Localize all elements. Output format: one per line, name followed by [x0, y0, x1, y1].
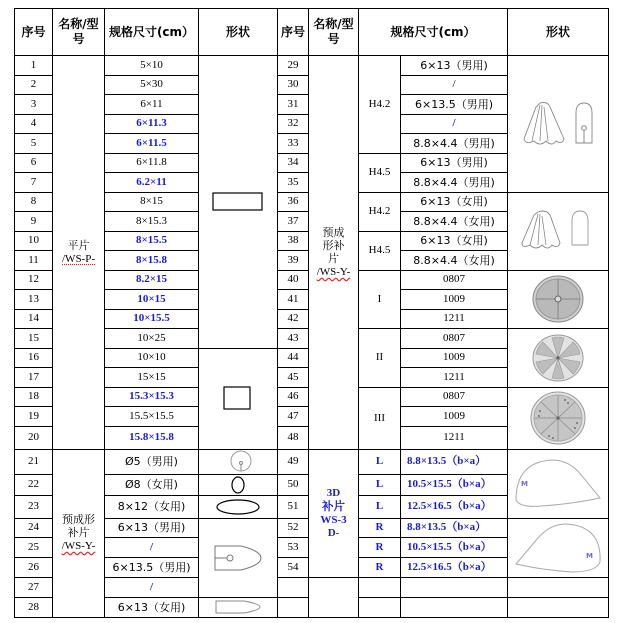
seq-cell: 14 [15, 309, 53, 329]
name-line: D- [327, 526, 340, 539]
spec-cell: 12.5×16.5（b×a） [401, 495, 508, 518]
name-line: 平片 [67, 238, 90, 252]
seq-cell: 9 [15, 212, 53, 232]
seq-cell: 32 [278, 114, 309, 134]
subtype-cell: I [359, 270, 401, 329]
spec-cell: 1211 [401, 309, 508, 329]
spec-cell: Ø8（女用) [105, 474, 199, 495]
name-preformed-patch [53, 449, 105, 617]
subtype-cell: H4.2 [359, 56, 401, 154]
spec-cell: 8.8×4.4（女用) [401, 212, 508, 232]
spec-cell: 8×15.5 [105, 231, 199, 251]
empty-sub-cell [359, 577, 401, 597]
spec-cell: 8.8×13.5（b×a） [401, 449, 508, 474]
3d-left-shape-icon [508, 449, 609, 518]
side-cell: L [359, 449, 401, 474]
ellipse-shape-icon [199, 495, 278, 518]
spec-cell: 0807 [401, 329, 508, 349]
spec-cell: 6×13.5（男用) [105, 557, 199, 577]
seq-cell: 37 [278, 212, 309, 232]
header-seq-right: 序号 [278, 9, 309, 56]
model-code: /WS-Y- [316, 265, 351, 278]
seq-cell: 6 [15, 153, 53, 173]
seq-cell: 25 [15, 537, 53, 557]
spec-cell: 10×15.5 [105, 309, 199, 329]
seq-cell: 47 [278, 407, 309, 427]
empty-spec-cell [401, 597, 508, 617]
name-line: WS-3 [320, 513, 347, 526]
seq-cell: 40 [278, 270, 309, 290]
spec-cell: 12.5×16.5（b×a） [401, 557, 508, 577]
spec-cell: 15.5×15.5 [105, 407, 199, 427]
name-line: 形补 [322, 238, 345, 252]
header-name-right: 名称/型号 [309, 9, 359, 56]
rounded-tab-icon [199, 599, 277, 615]
spec-cell: 10.5×15.5（b×a） [401, 474, 508, 495]
spec-cell: 8×15 [105, 192, 199, 212]
spec-cell: / [105, 537, 199, 557]
spec-cell: 15.8×15.8 [105, 426, 199, 449]
seq-cell: 33 [278, 134, 309, 154]
seq-cell: 44 [278, 348, 309, 368]
name-line: 预成 [322, 225, 345, 239]
header-row [15, 9, 609, 56]
table-row [15, 56, 609, 76]
spec-cell: 6×11.5 [105, 134, 199, 154]
empty-seq-cell [278, 597, 309, 617]
seq-cell: 29 [278, 56, 309, 76]
model-code: /WS-Y- [61, 540, 96, 552]
name-line: 3D [326, 486, 341, 499]
subtype-cell: II [359, 329, 401, 388]
square-shape-icon [199, 348, 278, 449]
spec-cell: 8.8×4.4（女用) [401, 251, 508, 271]
spec-cell: 10×15 [105, 290, 199, 310]
seq-cell: 21 [15, 449, 53, 474]
header-shape-right: 形状 [508, 9, 609, 56]
seq-cell: 22 [15, 474, 53, 495]
square-icon [199, 386, 277, 412]
side-cell: R [359, 537, 401, 557]
rectangle-shape-icon [199, 56, 278, 349]
seq-cell: 18 [15, 387, 53, 407]
seq-cell: 46 [278, 387, 309, 407]
name-3d-patch [309, 449, 359, 577]
spec-cell: 6×13（男用) [401, 153, 508, 173]
seq-cell: 12 [15, 270, 53, 290]
seq-cell: 38 [278, 231, 309, 251]
header-spec-right: 规格尺寸(cm） [359, 9, 508, 56]
spec-cell: 6×13（男用) [401, 56, 508, 76]
male-pleated-patch-icon [508, 99, 608, 149]
seq-cell: 42 [278, 309, 309, 329]
seq-cell: 31 [278, 95, 309, 115]
spec-cell: 6×11.3 [105, 114, 199, 134]
table-row [15, 577, 609, 597]
seq-cell: 48 [278, 426, 309, 449]
empty-shape-cell [508, 577, 609, 597]
seq-cell: 28 [15, 597, 53, 617]
seq-cell: 41 [278, 290, 309, 310]
seq-cell: 35 [278, 173, 309, 193]
seq-cell: 24 [15, 518, 53, 537]
disc-type-II-icon [508, 334, 608, 382]
small-oval-shape-icon [199, 474, 278, 495]
spec-cell: 1009 [401, 348, 508, 368]
circle-with-pin-icon [205, 450, 277, 474]
spec-cell: 6×13（女用) [401, 192, 508, 212]
seq-cell: 23 [15, 495, 53, 518]
spec-cell: Ø5（男用) [105, 449, 199, 474]
seq-cell: 1 [15, 56, 53, 76]
seq-cell: 4 [15, 114, 53, 134]
seq-cell: 19 [15, 407, 53, 427]
seq-cell: 50 [278, 474, 309, 495]
spec-cell: 0807 [401, 270, 508, 290]
seq-cell: 15 [15, 329, 53, 349]
seq-cell: 27 [15, 577, 53, 597]
seq-cell: 39 [278, 251, 309, 271]
seq-cell: 13 [15, 290, 53, 310]
empty-name-cell [309, 577, 359, 617]
spec-cell: 6×11.8 [105, 153, 199, 173]
spec-cell: / [401, 114, 508, 134]
spec-cell: 10.5×15.5（b×a） [401, 537, 508, 557]
seq-cell: 52 [278, 518, 309, 537]
seq-cell: 8 [15, 192, 53, 212]
name-preformed-patch-right [309, 56, 359, 450]
small-oval-icon [199, 476, 277, 494]
spec-cell: 8×12（女用) [105, 495, 199, 518]
seq-cell: 53 [278, 537, 309, 557]
seq-cell: 54 [278, 557, 309, 577]
seq-cell: 30 [278, 75, 309, 95]
seq-cell: 5 [15, 134, 53, 154]
seq-cell: 16 [15, 348, 53, 368]
spec-cell: 15×15 [105, 368, 199, 388]
subtype-cell: III [359, 387, 401, 449]
seq-cell: 3 [15, 95, 53, 115]
seq-cell: 26 [15, 557, 53, 577]
empty-sub-cell [359, 597, 401, 617]
disc-type-III-icon [508, 391, 608, 445]
seq-cell: 49 [278, 449, 309, 474]
side-cell: L [359, 495, 401, 518]
seq-cell: 11 [15, 251, 53, 271]
seq-cell: 17 [15, 368, 53, 388]
spec-cell: 8.8×4.4（男用) [401, 173, 508, 193]
spec-cell: 1009 [401, 407, 508, 427]
spec-cell: 5×30 [105, 75, 199, 95]
subtype-cell: H4.5 [359, 231, 401, 270]
spec-cell: 6×13（男用) [105, 518, 199, 537]
3d-right-icon [508, 520, 608, 576]
spec-cell: 6×11 [105, 95, 199, 115]
spec-cell: 6×13（女用) [105, 597, 199, 617]
spec-cell: 8.2×15 [105, 270, 199, 290]
seq-cell: 43 [278, 329, 309, 349]
seq-cell: 36 [278, 192, 309, 212]
table-row [15, 449, 609, 474]
model-code: /WS-P- [62, 252, 95, 265]
subtype-cell: H4.5 [359, 153, 401, 192]
header-shape: 形状 [199, 9, 278, 56]
seq-cell: 2 [15, 75, 53, 95]
3d-left-icon [508, 456, 608, 512]
3d-right-shape-icon [508, 518, 609, 577]
rectangle-icon [199, 192, 277, 212]
spec-cell: 6.2×11 [105, 173, 199, 193]
disc-type-II-shape-icon [508, 329, 609, 388]
spec-cell: 15.3×15.3 [105, 387, 199, 407]
rounded-tab-with-hole-shape-icon [199, 518, 278, 597]
spec-cell: 6×13.5（男用) [401, 95, 508, 115]
disc-type-III-shape-icon [508, 387, 609, 449]
spec-cell: 1009 [401, 290, 508, 310]
spec-table [14, 8, 609, 618]
spec-cell: 1211 [401, 426, 508, 449]
disc-type-I-shape-icon [508, 270, 609, 329]
disc-type-I-icon [508, 274, 608, 324]
header-seq: 序号 [15, 9, 53, 56]
spec-cell: 10×25 [105, 329, 199, 349]
empty-seq-cell [278, 577, 309, 597]
seq-cell: 10 [15, 231, 53, 251]
male-pleated-patch-shape-icon [508, 56, 609, 193]
header-spec: 规格尺寸(cm） [105, 9, 199, 56]
header-name: 名称/型号 [53, 9, 105, 56]
spec-cell: 5×10 [105, 56, 199, 76]
spec-cell: 10×10 [105, 348, 199, 368]
spec-cell: / [105, 577, 199, 597]
seq-cell: 45 [278, 368, 309, 388]
name-line: 补片 [67, 526, 90, 539]
side-cell: R [359, 557, 401, 577]
empty-spec-cell [401, 577, 508, 597]
circle-with-pin-shape-icon [199, 449, 278, 474]
subtype-cell: H4.2 [359, 192, 401, 231]
name-line: 补片 [322, 498, 345, 513]
spec-cell: / [401, 75, 508, 95]
female-pleated-patch-icon [508, 209, 608, 253]
female-pleated-patch-shape-icon [508, 192, 609, 270]
name-line: 片 [328, 251, 339, 265]
spec-cell: 1211 [401, 368, 508, 388]
spec-cell: 8×15.8 [105, 251, 199, 271]
spec-cell: 8×15.3 [105, 212, 199, 232]
rounded-tab-with-hole-icon [199, 543, 277, 573]
empty-shape-cell [508, 597, 609, 617]
seq-cell: 20 [15, 426, 53, 449]
spec-cell: 8.8×4.4（男用) [401, 134, 508, 154]
seq-cell: 51 [278, 495, 309, 518]
spec-cell: 8.8×13.5（b×a） [401, 518, 508, 537]
side-cell: L [359, 474, 401, 495]
side-cell: R [359, 518, 401, 537]
seq-cell: 34 [278, 153, 309, 173]
name-flat-patch [53, 56, 105, 450]
ellipse-icon [199, 498, 277, 516]
rounded-tab-shape-icon [199, 597, 278, 617]
seq-cell: 7 [15, 173, 53, 193]
svg-text:M: M [521, 479, 528, 488]
spec-cell: 6×13（女用) [401, 231, 508, 251]
name-line: 预成形 [62, 513, 95, 526]
spec-cell: 0807 [401, 387, 508, 407]
svg-text:M: M [586, 551, 593, 560]
